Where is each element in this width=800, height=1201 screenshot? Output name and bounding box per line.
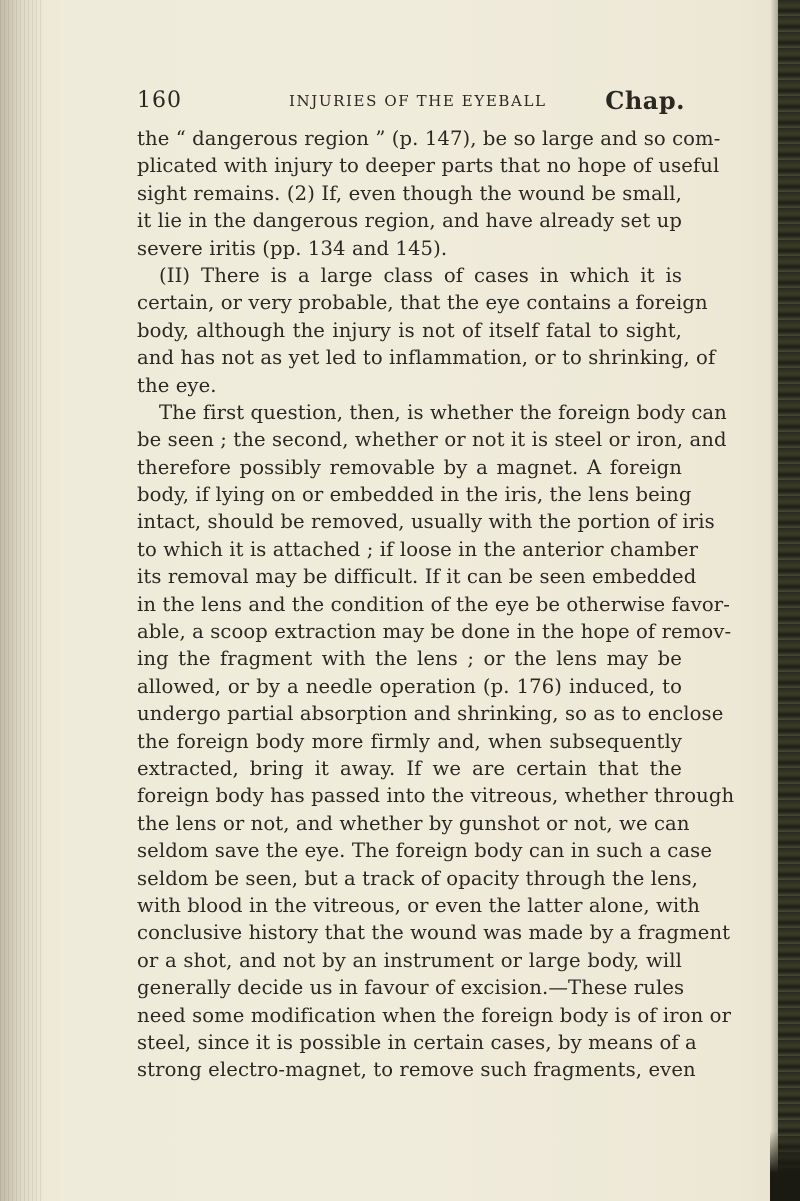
- text-line: with blood in the vitreous, or even the latter alone, with: [137, 893, 700, 917]
- text-line: conclusive history that the wound was made by a fragment: [137, 921, 731, 945]
- text-line: plicated with injury to deeper parts that no hope of useful: [137, 154, 720, 178]
- text-line: and has not as yet led to inflammation, or to shrinking, of: [137, 346, 716, 370]
- text-line: extracted, bring it away. If we are certain that the: [137, 756, 682, 780]
- text-line: body, although the injury is not of itself fatal to sight,: [137, 318, 682, 342]
- text-line: to which it is attached ; if loose in the anterior chamber: [137, 537, 699, 561]
- text-line: undergo partial absorption and shrinking, so as to enclose: [137, 702, 724, 726]
- text-line: ing the fragment with the lens ; or the lens may be: [137, 647, 682, 671]
- running-header: [137, 86, 685, 118]
- text-line: certain, or very probable, that the eye contains a foreign: [137, 291, 708, 315]
- page-number: 160: [137, 88, 182, 113]
- text-line: intact, should be removed, usually with the portion of iris: [137, 510, 715, 534]
- chapter-label: Chap.: [605, 86, 685, 115]
- text-line: its removal may be difficult. If it can be seen embedded: [137, 565, 697, 589]
- text-line: seldom save the eye. The foreign body can in such a case: [137, 839, 713, 863]
- text-line: strong electro-magnet, to remove such fragments, even: [137, 1058, 696, 1082]
- text-line: need some modification when the foreign body is of iron or: [137, 1003, 732, 1027]
- text-line: The first question, then, is whether the foreign body can: [159, 400, 727, 424]
- text-line: (II) There is a large class of cases in which it is: [159, 263, 682, 287]
- page-edge-shadow: [770, 0, 778, 1201]
- text-line: able, a scoop extraction may be done in the hope of remov-: [137, 620, 732, 644]
- page-edges: [778, 0, 800, 1201]
- text-line: be seen ; the second, whether or not it is steel or iron, and: [137, 428, 727, 452]
- body-text: [137, 125, 735, 1084]
- text-line: or a shot, and not by an instrument or large body, will: [137, 948, 682, 972]
- binding-shadow: [0, 0, 44, 1201]
- text-line: steel, since it is possible in certain cases, by means of a: [137, 1030, 697, 1054]
- text-line: the “ dangerous region ” (p. 147), be so large and so com-: [137, 127, 721, 150]
- text-line: allowed, or by a needle operation (p. 176) induced, to: [137, 674, 682, 698]
- text-line: the lens or not, and whether by gunshot or not, we can: [137, 811, 690, 835]
- text-line: severe iritis (pp. 134 and 145).: [137, 236, 448, 260]
- text-line: body, if lying on or embedded in the iris, the lens being: [137, 483, 692, 507]
- text-line: the foreign body more firmly and, when subsequently: [137, 729, 682, 753]
- text-line: sight remains. (2) If, even though the wound be small,: [137, 181, 682, 205]
- text-line: generally decide us in favour of excision.—These rules: [137, 976, 685, 1000]
- text-line: foreign body has passed into the vitreous, whether through: [137, 784, 735, 808]
- text-line: therefore possibly removable by a magnet. A foreign: [137, 455, 682, 479]
- page-corner-shadow: [770, 1131, 800, 1201]
- running-title: INJURIES OF THE EYEBALL: [289, 92, 547, 110]
- text-line: the eye.: [137, 373, 217, 397]
- text-line: in the lens and the condition of the eye be otherwise favor-: [137, 592, 730, 616]
- text-line: seldom be seen, but a track of opacity through the lens,: [137, 866, 698, 890]
- text-line: it lie in the dangerous region, and have already set up: [137, 209, 682, 233]
